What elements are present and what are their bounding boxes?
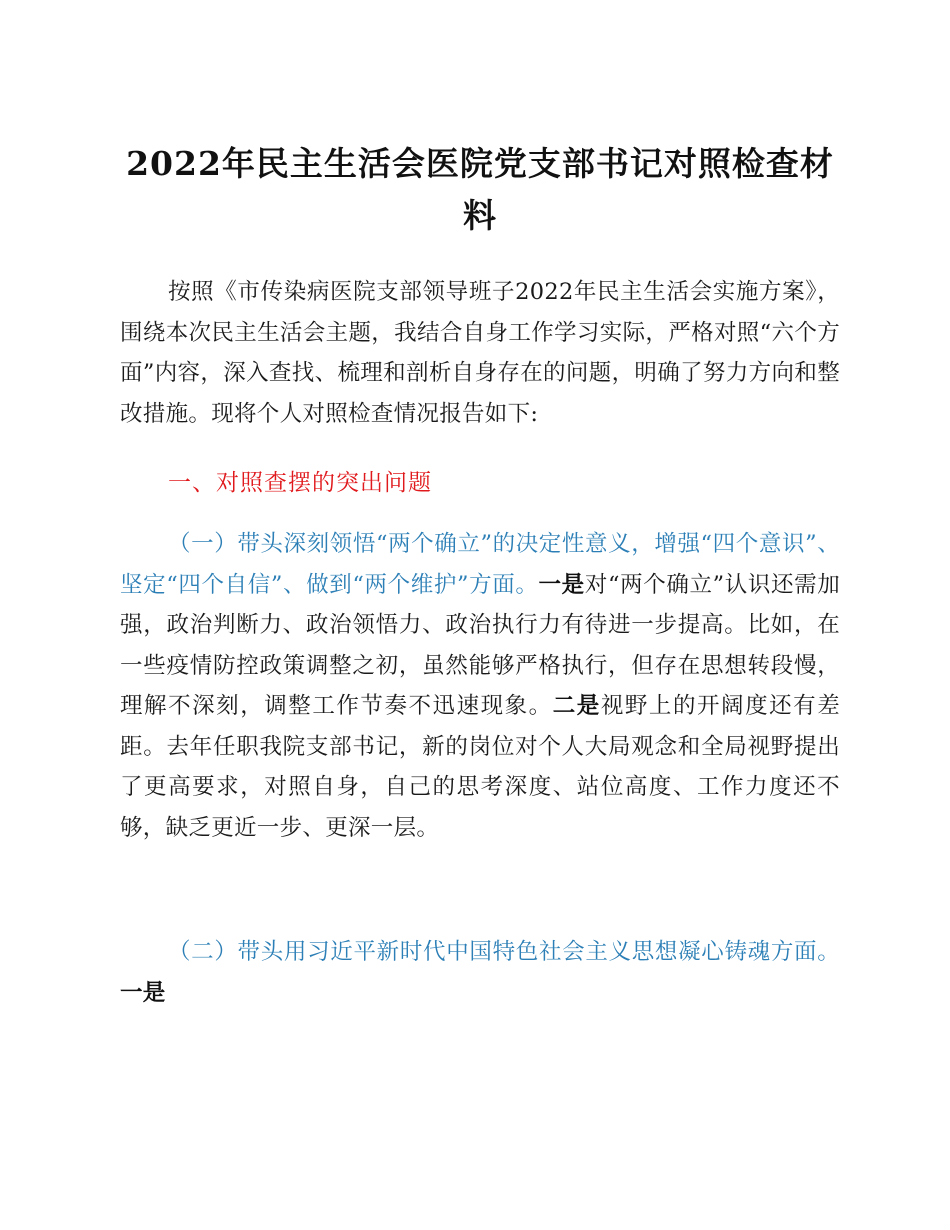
point-one-label: 一是 [538,571,585,598]
subsection-two-point-one-label: 一是 [120,979,166,1006]
section-heading-problems: 一、对照查摆的突出问题 [168,470,432,496]
subsection-one-paragraph [120,524,840,848]
subsection-one-heading: （一）带头深刻领悟“两个确立”的决定性意义，增强“四个意识”、坚定“四个自信”、做到“两个维护”方面。 [120,531,840,598]
point-two-label: 二是 [552,693,601,719]
point-two-text: 视野上的开阔度还有差距。去年任职我院支部书记，新的岗位对个人大局观念和全局视野提出了更高要求，对照自身，自己的思考深度、站位高度、工作力度还不够，缺乏更近一步、更深一层。 [120,693,840,841]
document-title: 2022年民主生活会医院党支部书记对照检查材料 [126,144,834,235]
subsection-two-heading: （二）带头用习近平新时代中国特色社会主义思想凝心铸魂方面。 [168,939,840,965]
point-one-text: 对“两个确立”认识还需加强，政治判断力、政治领悟力、政治执行力有待进一步提高。比如，在一些疫情防控政策调整之初，虽然能够严格执行，但存在思想转段慢，理解不深刻，调整工作节奏不迅速现象。 [120,571,841,719]
subsection-two-paragraph [120,932,840,1013]
intro-paragraph: 按照《市传染病医院支部领导班子2022年民主生活会实施方案》，围绕本次民主生活会主题，我结合自身工作学习实际，严格对照“六个方面”内容，深入查找、梳理和剖析自身存在的问题，明确了努力方向和整改措施。现将个人对照检查情况报告如下: [120,279,840,427]
